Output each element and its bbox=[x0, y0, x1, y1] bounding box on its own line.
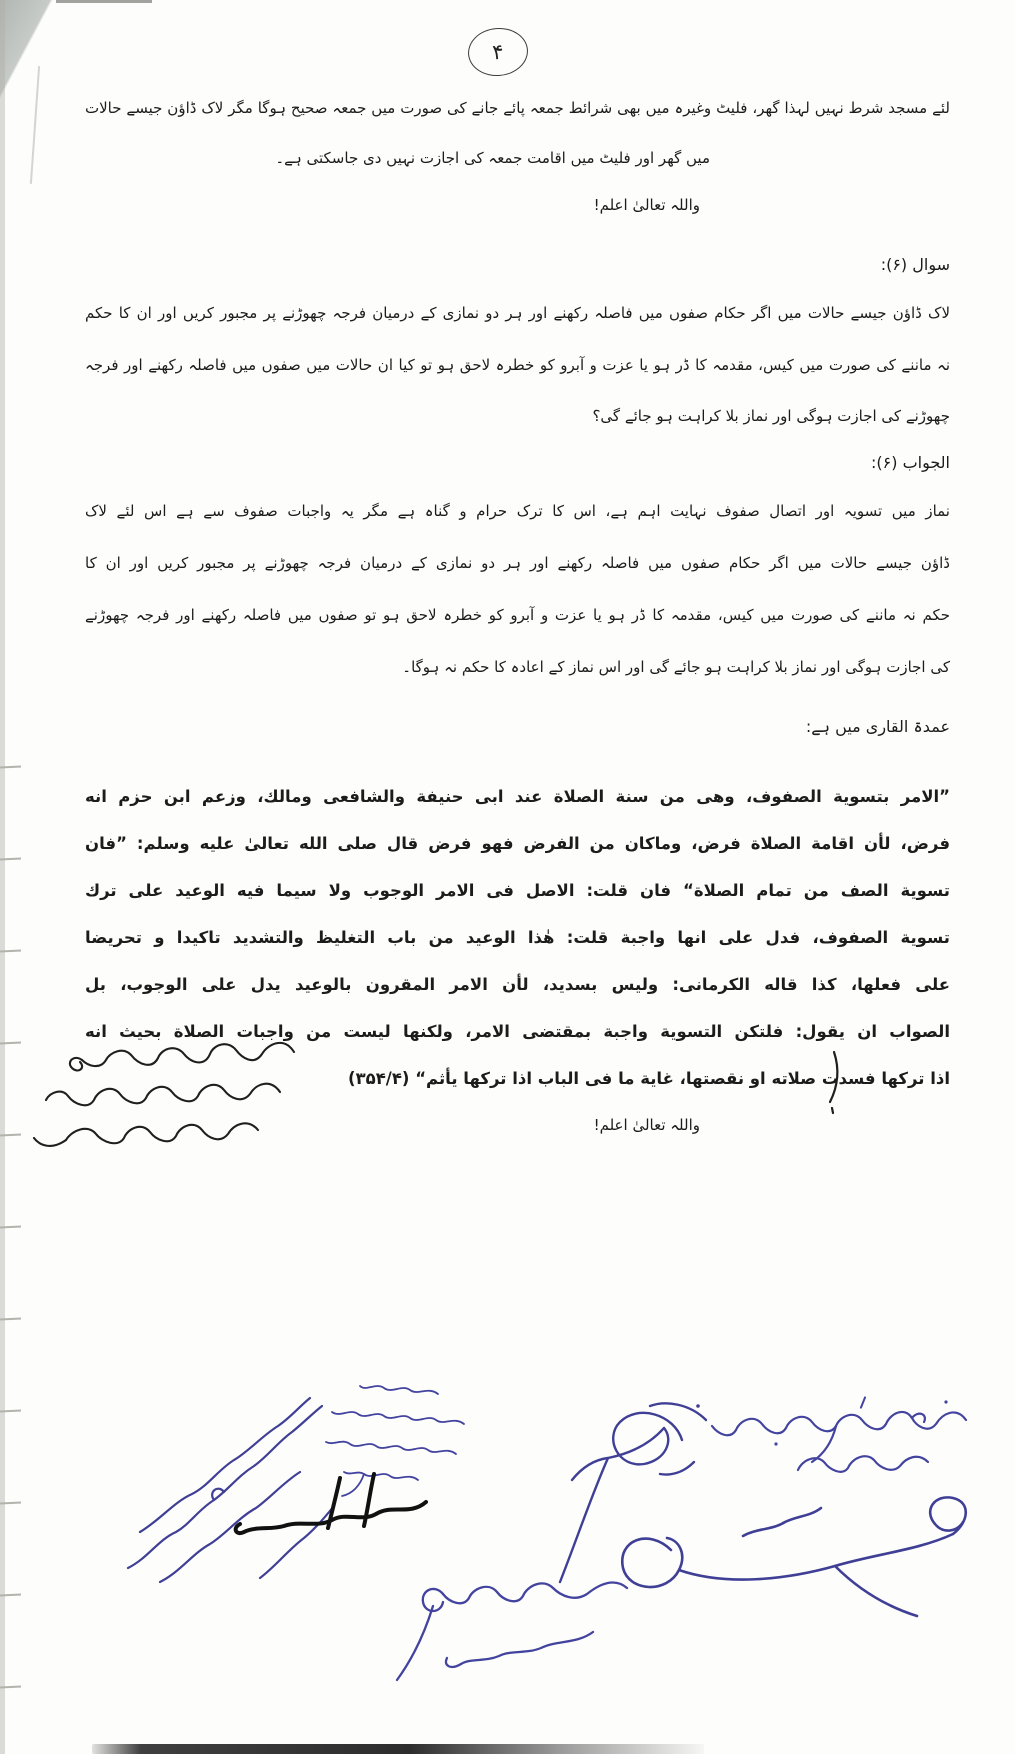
page-number: ۴ bbox=[491, 39, 505, 65]
question-line-3: چھوڑنے کی اجازت ہوگی اور نماز بلا کراہت ہو جائے گی؟ bbox=[592, 407, 950, 425]
answer-line-1: نماز میں تسویہ اور اتصال صفوف نہایت اہم ہے، اس کا ترک حرام و گناہ ہے مگر یہ واجبات صفوف سے ہے اس لئے لاک bbox=[85, 502, 950, 520]
stray-ink-mark bbox=[818, 1046, 852, 1118]
answer-line-2: ڈاؤن جیسے حالات میں اگر حکام صفوں میں فاصلہ رکھنے اور ہر دو نمازی کے درمیان فرجہ چھوڑنے پر مجبور کریں اور ان کا bbox=[85, 554, 950, 572]
arabic-quote-line-6: الصواب ان يقول: فلتكن التسوية واجبة بمقتضى الامر، ولكنها ليست من واجبات الصلاة بحيث انه bbox=[85, 1022, 950, 1041]
tasleem-line-2: واللہ تعالیٰ اعلم! bbox=[593, 1116, 700, 1134]
arabic-quote-line-3: تسوية الصف من تمام الصلاة“ فان قلت: الاصل فى الامر الوجوب ولا سيما فيه الوعيد على ترك bbox=[85, 881, 950, 900]
signature-bottom-center bbox=[355, 1536, 655, 1711]
question-line-1: لاک ڈاؤن جیسے حالات میں اگر حکام صفوں میں فاصلہ رکھنے اور ہر دو نمازی کے درمیان فرجہ چھوڑنے پر مجبور کریں اور ان کا حکم bbox=[85, 304, 950, 322]
answer-line-3: حکم نہ ماننے کی صورت میں کیس، مقدمہ کا ڈر ہو یا عزت و آبرو کو خطرہ لاحق ہو تو صفوں میں فاصلہ رکھنے اور فرجہ چھوڑنے bbox=[85, 606, 950, 624]
source-intro-line: عمدۃ القاری میں ہے: bbox=[805, 717, 950, 736]
intro-line-1: لئے مسجد شرط نہیں لہذا گھر، فلیٹ وغیرہ میں بھی شرائط جمعہ پائے جانے کی صورت میں جمعہ صحیح ہوگا مگر لاک ڈاؤن جیسے حالات bbox=[85, 99, 950, 117]
signature-black-bold bbox=[222, 1468, 442, 1546]
tasleem-line-1: واللہ تعالیٰ اعلم! bbox=[593, 196, 700, 214]
signature-mid-inscription bbox=[22, 1018, 307, 1158]
intro-line-2: میں گھر اور فلیٹ میں اقامت جمعہ کی اجازت نہیں دی جاسکتی ہے۔ bbox=[275, 149, 710, 167]
question-heading: سوال (۶): bbox=[880, 255, 950, 274]
arabic-quote-line-1: ”الامر بتسوية الصفوف، وهى من سنة الصلاة عند ابى حنيفة والشافعى ومالك، وزعم ابن حزم انه bbox=[85, 787, 950, 806]
answer-line-4: کی اجازت ہوگی اور نماز بلا کراہت ہو جائے گی اور اس نماز کے اعادہ کا حکم نہ ہوگا۔ bbox=[402, 658, 950, 676]
arabic-quote-line-7: اذا تركها فسدت صلاته او نقصتها، غاية ما فى الباب اذا تركها يأثم“ (۳۵۴/۴) bbox=[348, 1069, 950, 1088]
arabic-quote-line-5: على فعلها، كذا قاله الكرمانى: وليس بسديد، لأن الامر المقرون بالوعيد يدل على الوجوب، بل bbox=[85, 975, 950, 994]
question-line-2: نہ ماننے کی صورت میں کیس، مقدمہ کا ڈر ہو یا عزت و آبرو کو خطرہ لاحق ہو تو کیا ان حالات میں صفوں میں فاصلہ رکھنے اور فرجہ bbox=[85, 356, 950, 374]
arabic-quote-line-4: تسوية الصفوف، فدل على انها واجبة قلت: هٰذا الوعيد من باب التغليظ والتشديد تاكيدا و تحريضا bbox=[85, 928, 950, 947]
arabic-quote-line-2: فرض، لأن اقامة الصلاة فرض، وماكان من الفرض فهو فرض قال صلى الله تعالىٰ عليه وسلم: ”فان bbox=[85, 834, 950, 853]
answer-heading: الجواب (۶): bbox=[871, 453, 950, 472]
scan-bottom-edge-shadow bbox=[92, 1744, 704, 1754]
